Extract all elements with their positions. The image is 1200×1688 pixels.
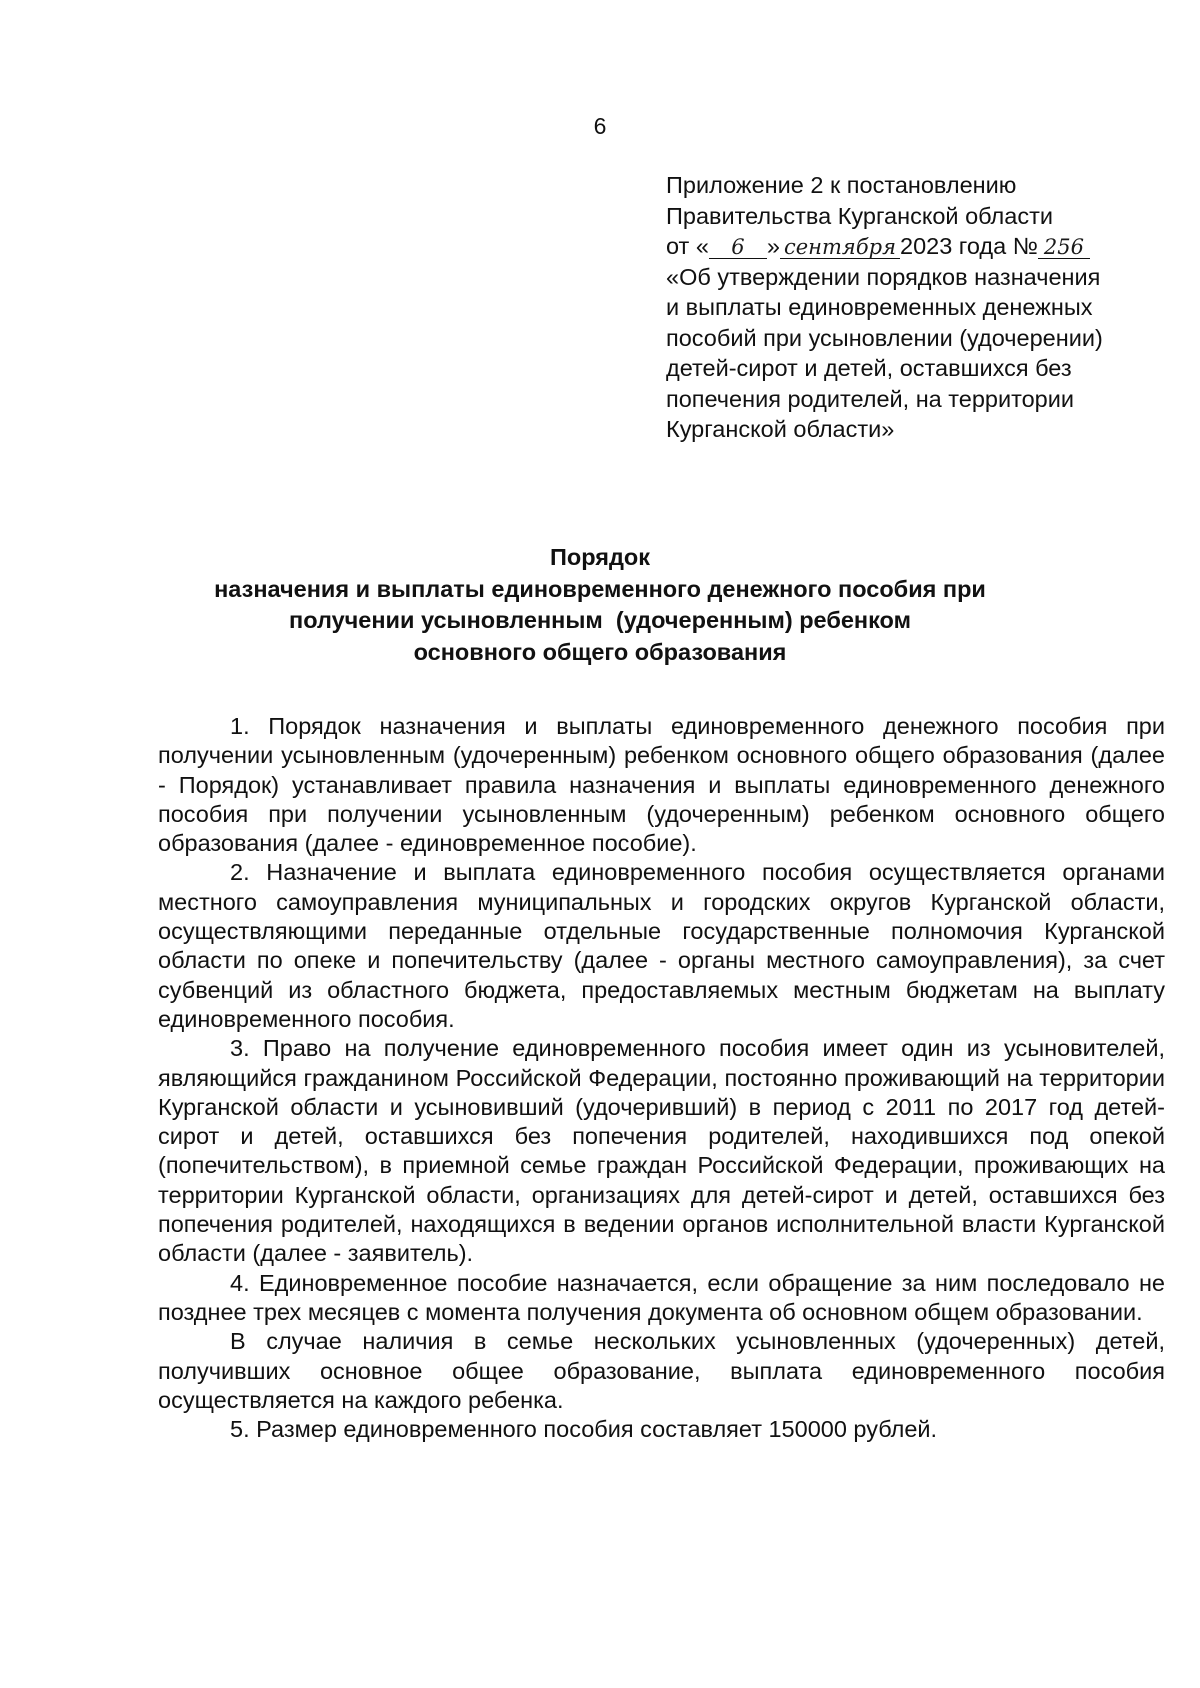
paragraph-1: 1. Порядок назначения и выплаты единовременного денежного пособия при получении усыновленным (удочеренным) ребенком основного общего образования (далее - Порядок) устанавливает правила назначения и выплаты единовременного денежного пособия при получении усыновленным (удочеренным) ребенком основного общего образования (далее - единовременное пособие). bbox=[158, 713, 1165, 857]
title-line-4: основного общего образования bbox=[413, 638, 787, 665]
appendix-date-line bbox=[666, 231, 1166, 262]
document-title bbox=[0, 542, 1200, 668]
appendix-line-4: «Об утверждении порядков назначения bbox=[666, 263, 1101, 290]
handwritten-month: сентября bbox=[780, 236, 900, 259]
title-line-2: назначения и выплаты единовременного денежного пособия при bbox=[214, 575, 986, 602]
title-line-1: Порядок bbox=[549, 544, 651, 570]
appendix-line-2: Правительства Курганской области bbox=[666, 202, 1053, 229]
handwritten-doc-number: 256 bbox=[1038, 236, 1090, 259]
appendix-line-6: пособий при усыновлении (удочерении) bbox=[666, 324, 1103, 351]
handwritten-day: 6 bbox=[709, 236, 767, 259]
date-year: 2023 года № bbox=[900, 233, 1038, 259]
appendix-line-8: попечения родителей, на территории bbox=[666, 385, 1075, 412]
paragraph-3: 3. Право на получение единовременного пособия имеет один из усыновителей, являющийся гражданином Российской Федерации, постоянно проживающий на территории Курганской области и усыновивший (удочеривший) в период с 2011 по 2017 год детей-сирот и детей, оставшихся без попечения родителей, находившихся под опекой (попечительством), в приемной семье граждан Российской Федерации, проживающих на территории Курганской области, организациях для детей-сирот и детей, оставшихся без попечения родителей, находящихся в ведении органов исполнительной власти Курганской области (далее - заявитель). bbox=[158, 1035, 1165, 1267]
document-body bbox=[158, 712, 1165, 1444]
appendix-line-1: Приложение 2 к постановлению bbox=[666, 172, 1017, 198]
date-mid: » bbox=[766, 233, 780, 259]
date-prefix: от « bbox=[666, 233, 709, 259]
paragraph-4: 4. Единовременное пособие назначается, если обращение за ним последовало не позднее трех месяцев с момента получения документа об основном общем образовании. bbox=[158, 1269, 1165, 1325]
appendix-line-7: детей-сирот и детей, оставшихся без bbox=[666, 355, 1072, 381]
appendix-line-9: Курганской области» bbox=[666, 416, 895, 442]
title-line-3: получении усыновленным (удочеренным) ребенком bbox=[289, 607, 911, 633]
appendix-header bbox=[666, 170, 1166, 445]
paragraph-4-continued: В случае наличия в семье нескольких усыновленных (удочеренных) детей, получивших основное общее образование, выплата единовременного пособия осуществляется на каждого ребенка. bbox=[158, 1328, 1165, 1413]
paragraph-2: 2. Назначение и выплата единовременного пособия осуществляется органами местного самоуправления муниципальных и городских округов Курганской области, осуществляющими переданные отдельные государственные полномочия Курганской области по опеке и попечительству (далее - органы местного самоуправления), за счет субвенций из областного бюджета, предоставляемых местным бюджетам на выплату единовременного пособия. bbox=[158, 859, 1165, 1032]
appendix-line-5: и выплаты единовременных денежных bbox=[666, 294, 1093, 320]
paragraph-5: 5. Размер единовременного пособия составляет 150000 рублей. bbox=[230, 1416, 938, 1443]
page-number: 6 bbox=[593, 113, 607, 139]
